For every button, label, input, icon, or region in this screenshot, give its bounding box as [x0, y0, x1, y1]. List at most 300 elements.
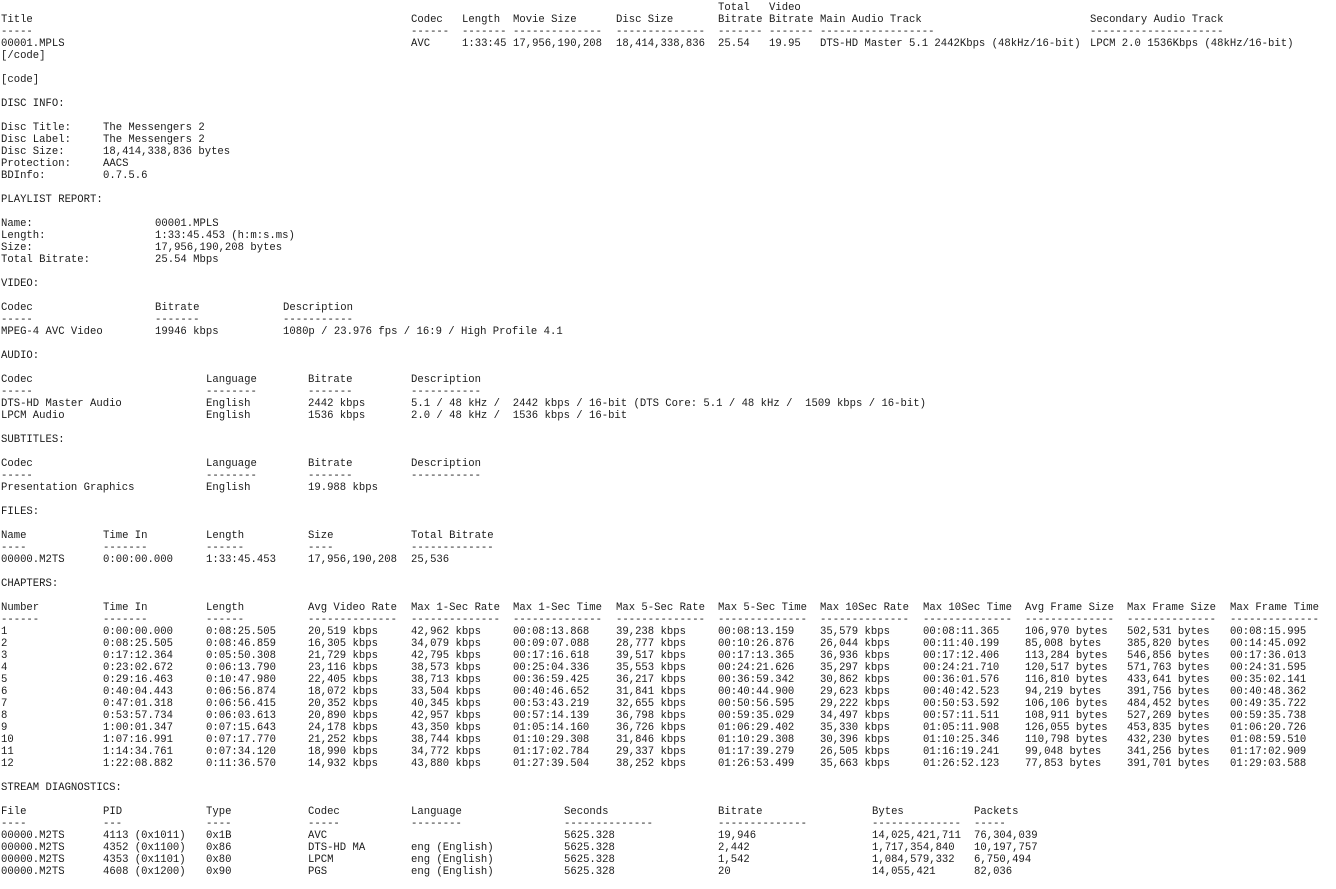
table-cell: 19.988 kbps [308, 482, 378, 494]
table-row [0, 866, 1336, 878]
table-cell: 1:22:08.882 [103, 758, 173, 770]
table-cell: 24,178 kbps [308, 722, 378, 734]
table-cell: 82,036 [974, 866, 1013, 878]
info-row [0, 158, 1336, 170]
column-header: Max 1-Sec Time [513, 602, 603, 614]
table-cell: 00000.M2TS [1, 866, 65, 878]
table-cell: 10 [1, 734, 14, 746]
table-cell: 1:00:01.347 [103, 722, 173, 734]
table-cell: 01:06:29.402 [718, 722, 795, 734]
table-cell: Presentation Graphics [1, 482, 135, 494]
table-cell: 31,846 kbps [616, 734, 686, 746]
table-cell: DTS-HD MA [308, 842, 366, 854]
table-cell: 14,055,421 [872, 866, 936, 878]
section-heading: VIDEO: [1, 278, 40, 290]
divider: --- [103, 818, 123, 830]
table-cell: 26,044 kbps [820, 638, 890, 650]
files-dashes [0, 542, 1336, 554]
column-header: Bitrate [718, 806, 763, 818]
table-cell: 0:08:46.859 [206, 638, 276, 650]
table-row [0, 638, 1336, 650]
info-value: 17,956,190,208 bytes [155, 242, 283, 254]
table-cell: 76,304,039 [974, 830, 1038, 842]
column-header: Size [308, 530, 334, 542]
table-cell: 42,795 kbps [411, 650, 481, 662]
table-cell: 99,048 bytes [1025, 746, 1102, 758]
table-cell: 00:57:14.139 [513, 710, 590, 722]
table-cell: 106,106 bytes [1025, 698, 1108, 710]
table-cell: 6 [1, 686, 8, 698]
table-cell: 1,717,354,840 [872, 842, 955, 854]
table-cell: 19.95 [769, 38, 801, 50]
table-cell: 35,297 kbps [820, 662, 890, 674]
column-header: Seconds [564, 806, 609, 818]
table-row [0, 698, 1336, 710]
table-cell: 00:40:48.362 [1230, 686, 1307, 698]
table-cell: 1:14:34.761 [103, 746, 173, 758]
table-cell: 385,820 bytes [1127, 638, 1210, 650]
table-cell: 29,222 kbps [820, 698, 890, 710]
divider: ------ [1, 614, 40, 626]
table-row [0, 674, 1336, 686]
table-cell: 0:00:00.000 [103, 626, 173, 638]
table-cell: 00:17:36.013 [1230, 650, 1307, 662]
table-cell: 42,962 kbps [411, 626, 481, 638]
video-header [0, 302, 1336, 314]
table-cell: 38,252 kbps [616, 758, 686, 770]
table-cell: 25,536 [411, 554, 450, 566]
table-cell: 10,197,757 [974, 842, 1038, 854]
video-dashes [0, 314, 1336, 326]
table-cell: 0:08:25.505 [103, 638, 173, 650]
divider: -------------- [411, 614, 501, 626]
divider: ------- [462, 26, 507, 38]
table-cell: 2442 kbps [308, 398, 366, 410]
column-header: Codec [308, 806, 340, 818]
table-cell: 01:17:02.784 [513, 746, 590, 758]
table-cell: 34,497 kbps [820, 710, 890, 722]
chapters-header [0, 602, 1336, 614]
table-cell: 01:08:59.510 [1230, 734, 1307, 746]
divider: ----- [1, 470, 33, 482]
table-cell: LPCM Audio [1, 410, 65, 422]
info-label: Protection: [1, 158, 71, 170]
table-cell: AVC [411, 38, 431, 50]
table-row [0, 650, 1336, 662]
table-cell: 1:33:45.453 [206, 554, 276, 566]
info-label: Total Bitrate: [1, 254, 91, 266]
column-header: Type [206, 806, 232, 818]
table-cell: 35,579 kbps [820, 626, 890, 638]
info-value: 1:33:45.453 (h:m:s.ms) [155, 230, 295, 242]
table-cell: 20,352 kbps [308, 698, 378, 710]
table-cell: 00001.MPLS [1, 38, 65, 50]
column-header: Bytes [872, 806, 904, 818]
subtitles-dashes [0, 470, 1336, 482]
table-row [0, 854, 1336, 866]
divider: -------------- [308, 614, 398, 626]
table-cell: 43,880 kbps [411, 758, 481, 770]
section-heading [0, 98, 1336, 110]
table-cell: 94,219 bytes [1025, 686, 1102, 698]
table-cell: 85,008 bytes [1025, 638, 1102, 650]
table-cell: 3 [1, 650, 8, 662]
table-cell: 0:29:16.463 [103, 674, 173, 686]
section-heading [0, 350, 1336, 362]
table-cell: 01:05:14.160 [513, 722, 590, 734]
divider: -------- [206, 386, 257, 398]
table-cell: 0:40:04.443 [103, 686, 173, 698]
table-cell: 31,841 kbps [616, 686, 686, 698]
table-cell: 28,777 kbps [616, 638, 686, 650]
table-cell: 0:00:00.000 [103, 554, 173, 566]
table-cell: 0:07:17.770 [206, 734, 276, 746]
table-row [0, 626, 1336, 638]
table-row [0, 842, 1336, 854]
column-header: Max 10Sec Time [923, 602, 1013, 614]
table-cell: 38,744 kbps [411, 734, 481, 746]
section-heading [0, 194, 1336, 206]
info-value: The Messengers 2 [103, 122, 205, 134]
table-cell: 00000.M2TS [1, 830, 65, 842]
divider: -------------- [1025, 614, 1115, 626]
table-cell: 00:14:45.092 [1230, 638, 1307, 650]
info-value: 00001.MPLS [155, 218, 219, 230]
table-cell: 00:10:26.876 [718, 638, 795, 650]
column-header: Total Bitrate [411, 530, 494, 542]
table-cell: 0:07:34.120 [206, 746, 276, 758]
column-header: Bitrate [769, 14, 814, 26]
table-cell: 5.1 / 48 kHz / 2442 kbps / 16-bit (DTS Core: 5.1 / 48 kHz / 1509 kbps / 16-bit) [411, 398, 926, 410]
table-cell: 00000.M2TS [1, 854, 65, 866]
column-header: Length [206, 602, 245, 614]
table-cell: 19,946 [718, 830, 757, 842]
table-cell: 00:40:46.652 [513, 686, 590, 698]
section-heading: CHAPTERS: [1, 578, 59, 590]
table-cell: 8 [1, 710, 8, 722]
table-cell: 18,414,338,836 [616, 38, 706, 50]
info-value: 18,414,338,836 bytes [103, 146, 231, 158]
column-header: Packets [974, 806, 1019, 818]
table-cell: 1080p / 23.976 fps / 16:9 / High Profile 4.1 [283, 326, 563, 338]
table-cell: 17,956,190,208 [513, 38, 603, 50]
table-cell: 00:08:15.995 [1230, 626, 1307, 638]
table-cell: 0:06:56.874 [206, 686, 276, 698]
table-cell: 36,726 kbps [616, 722, 686, 734]
column-header: Max 5-Sec Rate [616, 602, 706, 614]
divider: ---- [308, 542, 334, 554]
table-cell: 30,396 kbps [820, 734, 890, 746]
audio-dashes [0, 386, 1336, 398]
table-row [0, 746, 1336, 758]
table-cell: 21,252 kbps [308, 734, 378, 746]
table-cell: 01:05:11.908 [923, 722, 1000, 734]
divider: -------------- [872, 818, 962, 830]
section-heading: DISC INFO: [1, 98, 65, 110]
column-header: Codec [411, 14, 443, 26]
table-cell: 0:17:12.364 [103, 650, 173, 662]
table-cell: 1,542 [718, 854, 750, 866]
table-cell: 546,856 bytes [1127, 650, 1210, 662]
table-cell: 00:36:01.576 [923, 674, 1000, 686]
table-cell: AVC [308, 830, 328, 842]
table-cell: 01:10:25.346 [923, 734, 1000, 746]
table-cell: 35,330 kbps [820, 722, 890, 734]
info-row [0, 218, 1336, 230]
divider: ----- [1, 26, 33, 38]
table-cell: 432,230 bytes [1127, 734, 1210, 746]
table-cell: 0:06:13.790 [206, 662, 276, 674]
table-cell: DTS-HD Master Audio [1, 398, 122, 410]
info-value: The Messengers 2 [103, 134, 205, 146]
table-cell: 00:59:35.738 [1230, 710, 1307, 722]
table-cell: 00:09:07.088 [513, 638, 590, 650]
column-header: Avg Frame Size [1025, 602, 1115, 614]
table-cell: 25.54 [718, 38, 750, 50]
info-label: BDInfo: [1, 170, 46, 182]
divider: -------------- [1127, 614, 1217, 626]
table-cell: English [206, 482, 251, 494]
table-cell: 01:29:03.588 [1230, 758, 1307, 770]
table-cell: 77,853 bytes [1025, 758, 1102, 770]
table-cell: 1536 kbps [308, 410, 366, 422]
table-cell: 35,663 kbps [820, 758, 890, 770]
table-cell: 0x1B [206, 830, 232, 842]
table-cell: 01:06:20.726 [1230, 722, 1307, 734]
table-cell: 14,932 kbps [308, 758, 378, 770]
table-cell: 01:16:19.241 [923, 746, 1000, 758]
section-heading [0, 578, 1336, 590]
column-header: File [1, 806, 27, 818]
table-cell: 30,862 kbps [820, 674, 890, 686]
divider: -------------- [616, 614, 706, 626]
info-label: Disc Title: [1, 122, 71, 134]
table-cell: 433,641 bytes [1127, 674, 1210, 686]
audio-header [0, 374, 1336, 386]
column-header: Language [206, 458, 257, 470]
info-label: Size: [1, 242, 33, 254]
table-cell: 29,623 kbps [820, 686, 890, 698]
table-cell: 00000.M2TS [1, 842, 65, 854]
table-cell: 0x86 [206, 842, 232, 854]
info-row [0, 254, 1336, 266]
section-heading [0, 506, 1336, 518]
table-cell: 0:05:50.308 [206, 650, 276, 662]
table-cell: 4608 (0x1200) [103, 866, 186, 878]
table-cell: 01:10:29.308 [718, 734, 795, 746]
table-cell: 20,519 kbps [308, 626, 378, 638]
divider: -------------- [820, 614, 910, 626]
table-cell: 0:47:01.318 [103, 698, 173, 710]
table-cell: 01:10:29.308 [513, 734, 590, 746]
section-heading: PLAYLIST REPORT: [1, 194, 103, 206]
table-cell: 00:40:44.900 [718, 686, 795, 698]
table-cell: 00:17:13.365 [718, 650, 795, 662]
divider: -------- [206, 470, 257, 482]
divider: -------------- [616, 26, 706, 38]
diagnostics-dashes [0, 818, 1336, 830]
table-cell: 0:06:03.613 [206, 710, 276, 722]
divider: ------- [769, 26, 814, 38]
table-cell: 14,025,421,711 [872, 830, 962, 842]
table-cell: 00:25:04.336 [513, 662, 590, 674]
divider: ------- [718, 26, 763, 38]
table-cell: 4 [1, 662, 8, 674]
table-cell: 38,713 kbps [411, 674, 481, 686]
divider: -------------- [513, 26, 603, 38]
column-header: Secondary Audio Track [1090, 14, 1224, 26]
column-header: Codec [1, 374, 33, 386]
table-cell: 00:17:12.406 [923, 650, 1000, 662]
table-cell: 34,079 kbps [411, 638, 481, 650]
table-row [0, 722, 1336, 734]
table-cell: 01:27:39.504 [513, 758, 590, 770]
diagnostics-header [0, 806, 1336, 818]
column-header: Codec [1, 458, 33, 470]
table-cell: eng (English) [411, 842, 494, 854]
table-cell: 341,256 bytes [1127, 746, 1210, 758]
table-cell: 1 [1, 626, 8, 638]
column-header: Description [411, 458, 481, 470]
divider: ------- [103, 542, 148, 554]
table-cell: 00:08:11.365 [923, 626, 1000, 638]
section-heading: STREAM DIAGNOSTICS: [1, 782, 122, 794]
table-cell: 39,517 kbps [616, 650, 686, 662]
table-cell: 108,911 bytes [1025, 710, 1108, 722]
info-row [0, 242, 1336, 254]
table-cell: 00:11:40.199 [923, 638, 1000, 650]
divider: ----- [308, 818, 340, 830]
section-heading: SUBTITLES: [1, 434, 65, 446]
table-row [0, 398, 1336, 410]
table-cell: 5625.328 [564, 830, 615, 842]
info-row [0, 230, 1336, 242]
table-cell: 16,305 kbps [308, 638, 378, 650]
column-header: Max 1-Sec Rate [411, 602, 501, 614]
divider: ----- [974, 818, 1006, 830]
column-header: Time In [103, 530, 148, 542]
table-cell: 00:08:13.159 [718, 626, 795, 638]
column-header: Number [1, 602, 40, 614]
summary-header-top [0, 2, 1336, 14]
divider: ------------------ [820, 26, 935, 38]
summary-header [0, 14, 1336, 26]
table-cell: 0:23:02.672 [103, 662, 173, 674]
table-cell: 00:36:59.342 [718, 674, 795, 686]
table-cell: 2,442 [718, 842, 750, 854]
table-cell: 106,970 bytes [1025, 626, 1108, 638]
info-row [0, 134, 1336, 146]
divider: ----- [1, 314, 33, 326]
section-heading [0, 782, 1336, 794]
table-cell: 391,756 bytes [1127, 686, 1210, 698]
table-cell: 01:26:52.123 [923, 758, 1000, 770]
column-header: Max 10Sec Rate [820, 602, 910, 614]
table-cell: LPCM [308, 854, 334, 866]
table-cell: 36,798 kbps [616, 710, 686, 722]
code-tag: [/code] [1, 50, 46, 62]
table-cell: 4353 (0x1101) [103, 854, 186, 866]
info-row [0, 122, 1336, 134]
table-cell: 33,504 kbps [411, 686, 481, 698]
table-cell: 19946 kbps [155, 326, 219, 338]
table-cell: 00:24:31.595 [1230, 662, 1307, 674]
divider: ------- [308, 470, 353, 482]
column-header: Title [1, 14, 33, 26]
table-cell: 2.0 / 48 kHz / 1536 kbps / 16-bit [411, 410, 628, 422]
table-cell: 00:49:35.722 [1230, 698, 1307, 710]
table-cell: 00:53:43.219 [513, 698, 590, 710]
table-cell: 9 [1, 722, 8, 734]
table-cell: 23,116 kbps [308, 662, 378, 674]
info-row [0, 146, 1336, 158]
table-cell: 0:53:57.734 [103, 710, 173, 722]
divider: ---- [206, 818, 232, 830]
table-cell: 1:07:16.991 [103, 734, 173, 746]
table-row [0, 686, 1336, 698]
table-cell: 126,055 bytes [1025, 722, 1108, 734]
table-row [0, 662, 1336, 674]
info-label: Name: [1, 218, 33, 230]
column-header: Name [1, 530, 27, 542]
table-row [0, 326, 1336, 338]
table-cell: 35,553 kbps [616, 662, 686, 674]
divider: ----------- [411, 386, 481, 398]
info-value: 25.54 Mbps [155, 254, 219, 266]
table-cell: 00:50:53.592 [923, 698, 1000, 710]
table-cell: 00:36:59.425 [513, 674, 590, 686]
divider: ----------- [283, 314, 353, 326]
column-header: Length [206, 530, 245, 542]
column-header: Total [718, 2, 750, 14]
info-label: Disc Size: [1, 146, 65, 158]
column-header: Description [411, 374, 481, 386]
table-cell: 116,810 bytes [1025, 674, 1108, 686]
section-heading: AUDIO: [1, 350, 40, 362]
table-cell: 484,452 bytes [1127, 698, 1210, 710]
column-header: Bitrate [155, 302, 200, 314]
section-heading: FILES: [1, 506, 40, 518]
column-header: Time In [103, 602, 148, 614]
table-cell: 0:08:25.505 [206, 626, 276, 638]
column-header: Avg Video Rate [308, 602, 398, 614]
divider: ------ [411, 26, 450, 38]
divider: -------------- [923, 614, 1013, 626]
table-cell: 4352 (0x1100) [103, 842, 186, 854]
table-row [0, 482, 1336, 494]
table-cell: 00:40:42.523 [923, 686, 1000, 698]
table-cell: LPCM 2.0 1536Kbps (48kHz/16-bit) [1090, 38, 1294, 50]
table-cell: 21,729 kbps [308, 650, 378, 662]
divider: -------------- [718, 614, 808, 626]
table-cell: 40,345 kbps [411, 698, 481, 710]
divider: -------------- [1230, 614, 1320, 626]
table-cell: 5625.328 [564, 854, 615, 866]
table-cell: 26,505 kbps [820, 746, 890, 758]
table-cell: 32,655 kbps [616, 698, 686, 710]
table-cell: 01:26:53.499 [718, 758, 795, 770]
table-cell: 571,763 bytes [1127, 662, 1210, 674]
divider: ------- [155, 314, 200, 326]
column-header: Language [206, 374, 257, 386]
table-row [0, 830, 1336, 842]
info-value: AACS [103, 158, 129, 170]
table-cell: 120,517 bytes [1025, 662, 1108, 674]
table-cell: 5625.328 [564, 842, 615, 854]
divider: ------- [308, 386, 353, 398]
info-label: Disc Label: [1, 134, 71, 146]
table-cell: eng (English) [411, 854, 494, 866]
